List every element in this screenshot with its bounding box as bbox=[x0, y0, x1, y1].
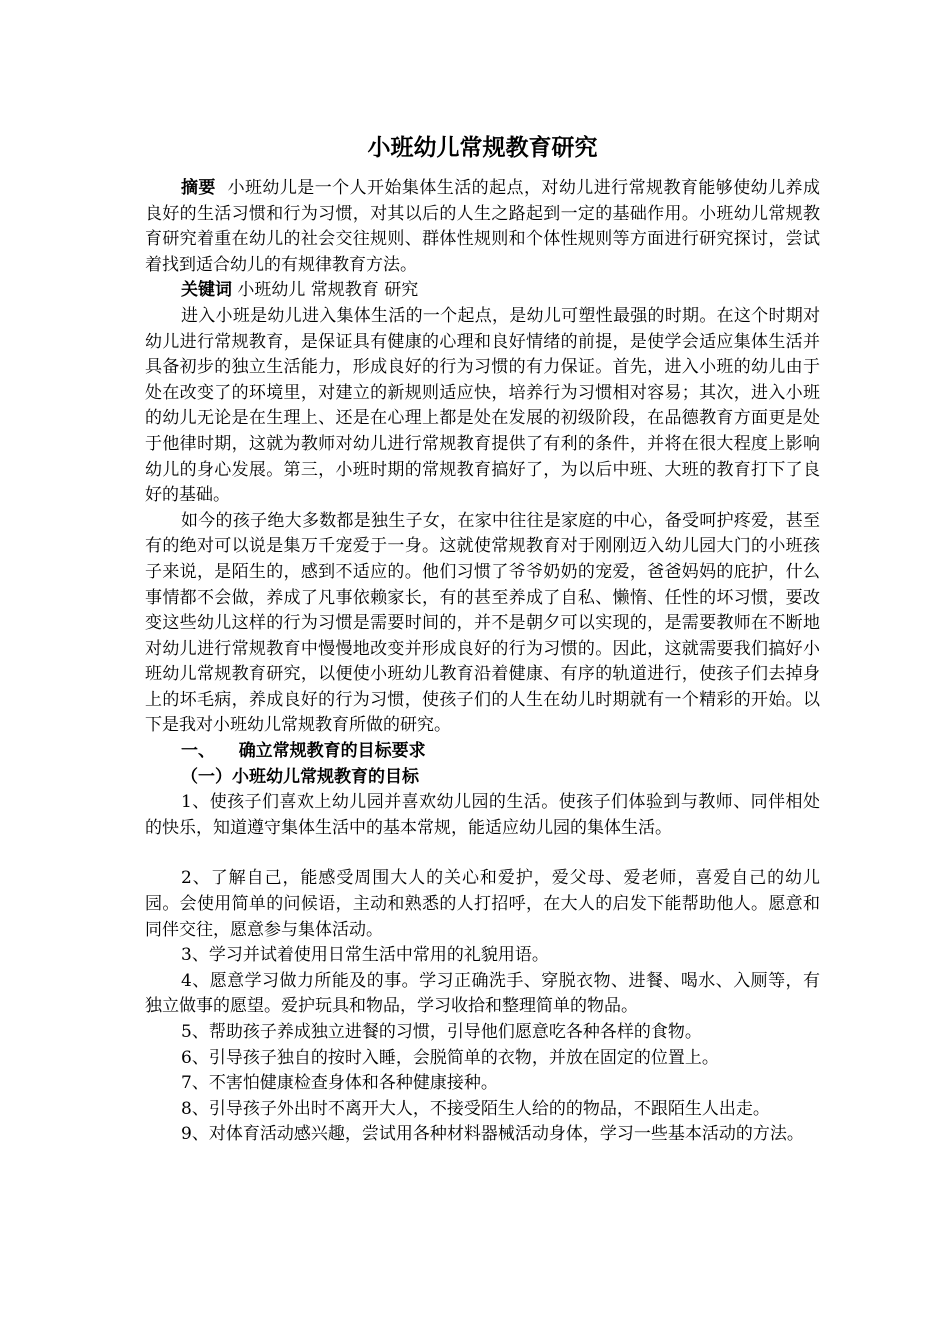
section-title: 确立常规教育的目标要求 bbox=[238, 741, 426, 762]
abstract-label: 摘要 bbox=[181, 178, 216, 198]
body-paragraph: 如今的孩子绝大多数都是独生子女，在家中往往是家庭的中心，备受呵护疼爱，甚至有的绝对可以说是集万千宠爱于一身。这就使常规教育对于刚刚迈入幼儿园大门的小班孩子来说，是陌生的，感到不适应的。他们习惯了爷爷奶奶的宠爱，爸爸妈妈的庇护，什么事情都不会做，养成了凡事依赖家长，有的甚至养成了自私、懒惰、任性的坏习惯，要改变这些幼儿这样的行为习惯是需要时间的，并不是朝夕可以实现的，是需要教师在不断地对幼儿进行常规教育中慢慢地改变并形成良好的行为习惯的。因此，这就需要我们搞好小班幼儿常规教育研究，以便使小班幼儿教育沿着健康、有序的轨道进行，使孩子们去掉身上的坏毛病，养成良好的行为习惯，使孩子们的人生在幼儿时期就有一个精彩的开始。以下是我对小班幼儿常规教育所做的研究。 bbox=[145, 510, 820, 736]
list-item: 5、帮助孩子养成独立进餐的习惯，引导他们愿意吃各种各样的食物。 bbox=[181, 1022, 702, 1042]
section-number: 一、 bbox=[181, 741, 215, 762]
list-item: 3、学习并试着使用日常生活中常用的礼貌用语。 bbox=[181, 945, 549, 966]
list-item: 4、愿意学习做力所能及的事。学习正确洗手、穿脱衣物、进餐、喝水、入厕等，有独立做事的愿望。爱护玩具和物品，学习收拾和整理简单的物品。 bbox=[145, 970, 820, 1017]
keywords-text: 小班幼儿 常规教育 研究 bbox=[237, 280, 419, 301]
list-item: 1、使孩子们喜欢上幼儿园并喜欢幼儿园的生活。使孩子们体验到与教师、同伴相处的快乐，知道遵守集体生活中的基本常规，能适应幼儿园的集体生活。 bbox=[145, 792, 820, 838]
section-heading bbox=[145, 739, 820, 765]
list-item: 6、引导孩子独自的按时入睡，会脱简单的衣物，并放在固定的位置上。 bbox=[181, 1047, 719, 1068]
blank-line bbox=[145, 841, 820, 866]
list-item: 9、对体育活动感兴趣，尝试用各种材料器械活动身体，学习一些基本活动的方法。 bbox=[181, 1124, 804, 1145]
abstract-text: 小班幼儿是一个人开始集体生活的起点，对幼儿进行常规教育能够使幼儿养成良好的生活习惯和行为习惯，对其以后的人生之路起到一定的基础作用。小班幼儿常规教育研究着重在幼儿的社会交往规则、群体性规则和个体性规则等方面进行研究探讨，尝试着找到适合幼儿的有规律教育方法。 bbox=[145, 178, 820, 275]
body-paragraph: 进入小班是幼儿进入集体生活的一个起点，是幼儿可塑性最强的时期。在这个时期对幼儿进行常规教育，是保证具有健康的心理和良好情绪的前提，是使学会适应集体生活并具备初步的独立生活能力，形成良好的行为习惯的有力保证。首先，进入小班的幼儿由于处在改变了的环境里，对建立的新规则适应快，培养行为习惯相对容易；其次，进入小班的幼儿无论是在生理上、还是在心理上都是处在发展的初级阶段，在品德教育方面更是处于他律时期，这就为教师对幼儿进行常规教育提供了有利的条件，并将在很大程度上影响幼儿的身心发展。第三，小班时期的常规教育搞好了，为以后中班、大班的教育打下了良好的基础。 bbox=[145, 305, 820, 506]
abstract bbox=[145, 176, 820, 278]
document-body bbox=[145, 130, 820, 1148]
keywords-label: 关键词 bbox=[181, 280, 232, 301]
list-item: 7、不害怕健康检查身体和各种健康接种。 bbox=[181, 1073, 498, 1094]
page-title: 小班幼儿常规教育研究 bbox=[367, 135, 598, 161]
keywords bbox=[145, 278, 820, 304]
list-item: 8、引导孩子外出时不离开大人，不接受陌生人给的的物品，不跟陌生人出走。 bbox=[181, 1098, 770, 1119]
subsection-heading: （一）小班幼儿常规教育的目标 bbox=[181, 766, 419, 787]
list-item: 2、了解自己，能感受周围大人的关心和爱护，爱父母、爱老师，喜爱自己的幼儿园。会使用简单的问候语，主动和熟悉的人打招呼，在大人的启发下能帮助他人。愿意和同伴交往，愿意参与集体活动。 bbox=[145, 868, 820, 940]
